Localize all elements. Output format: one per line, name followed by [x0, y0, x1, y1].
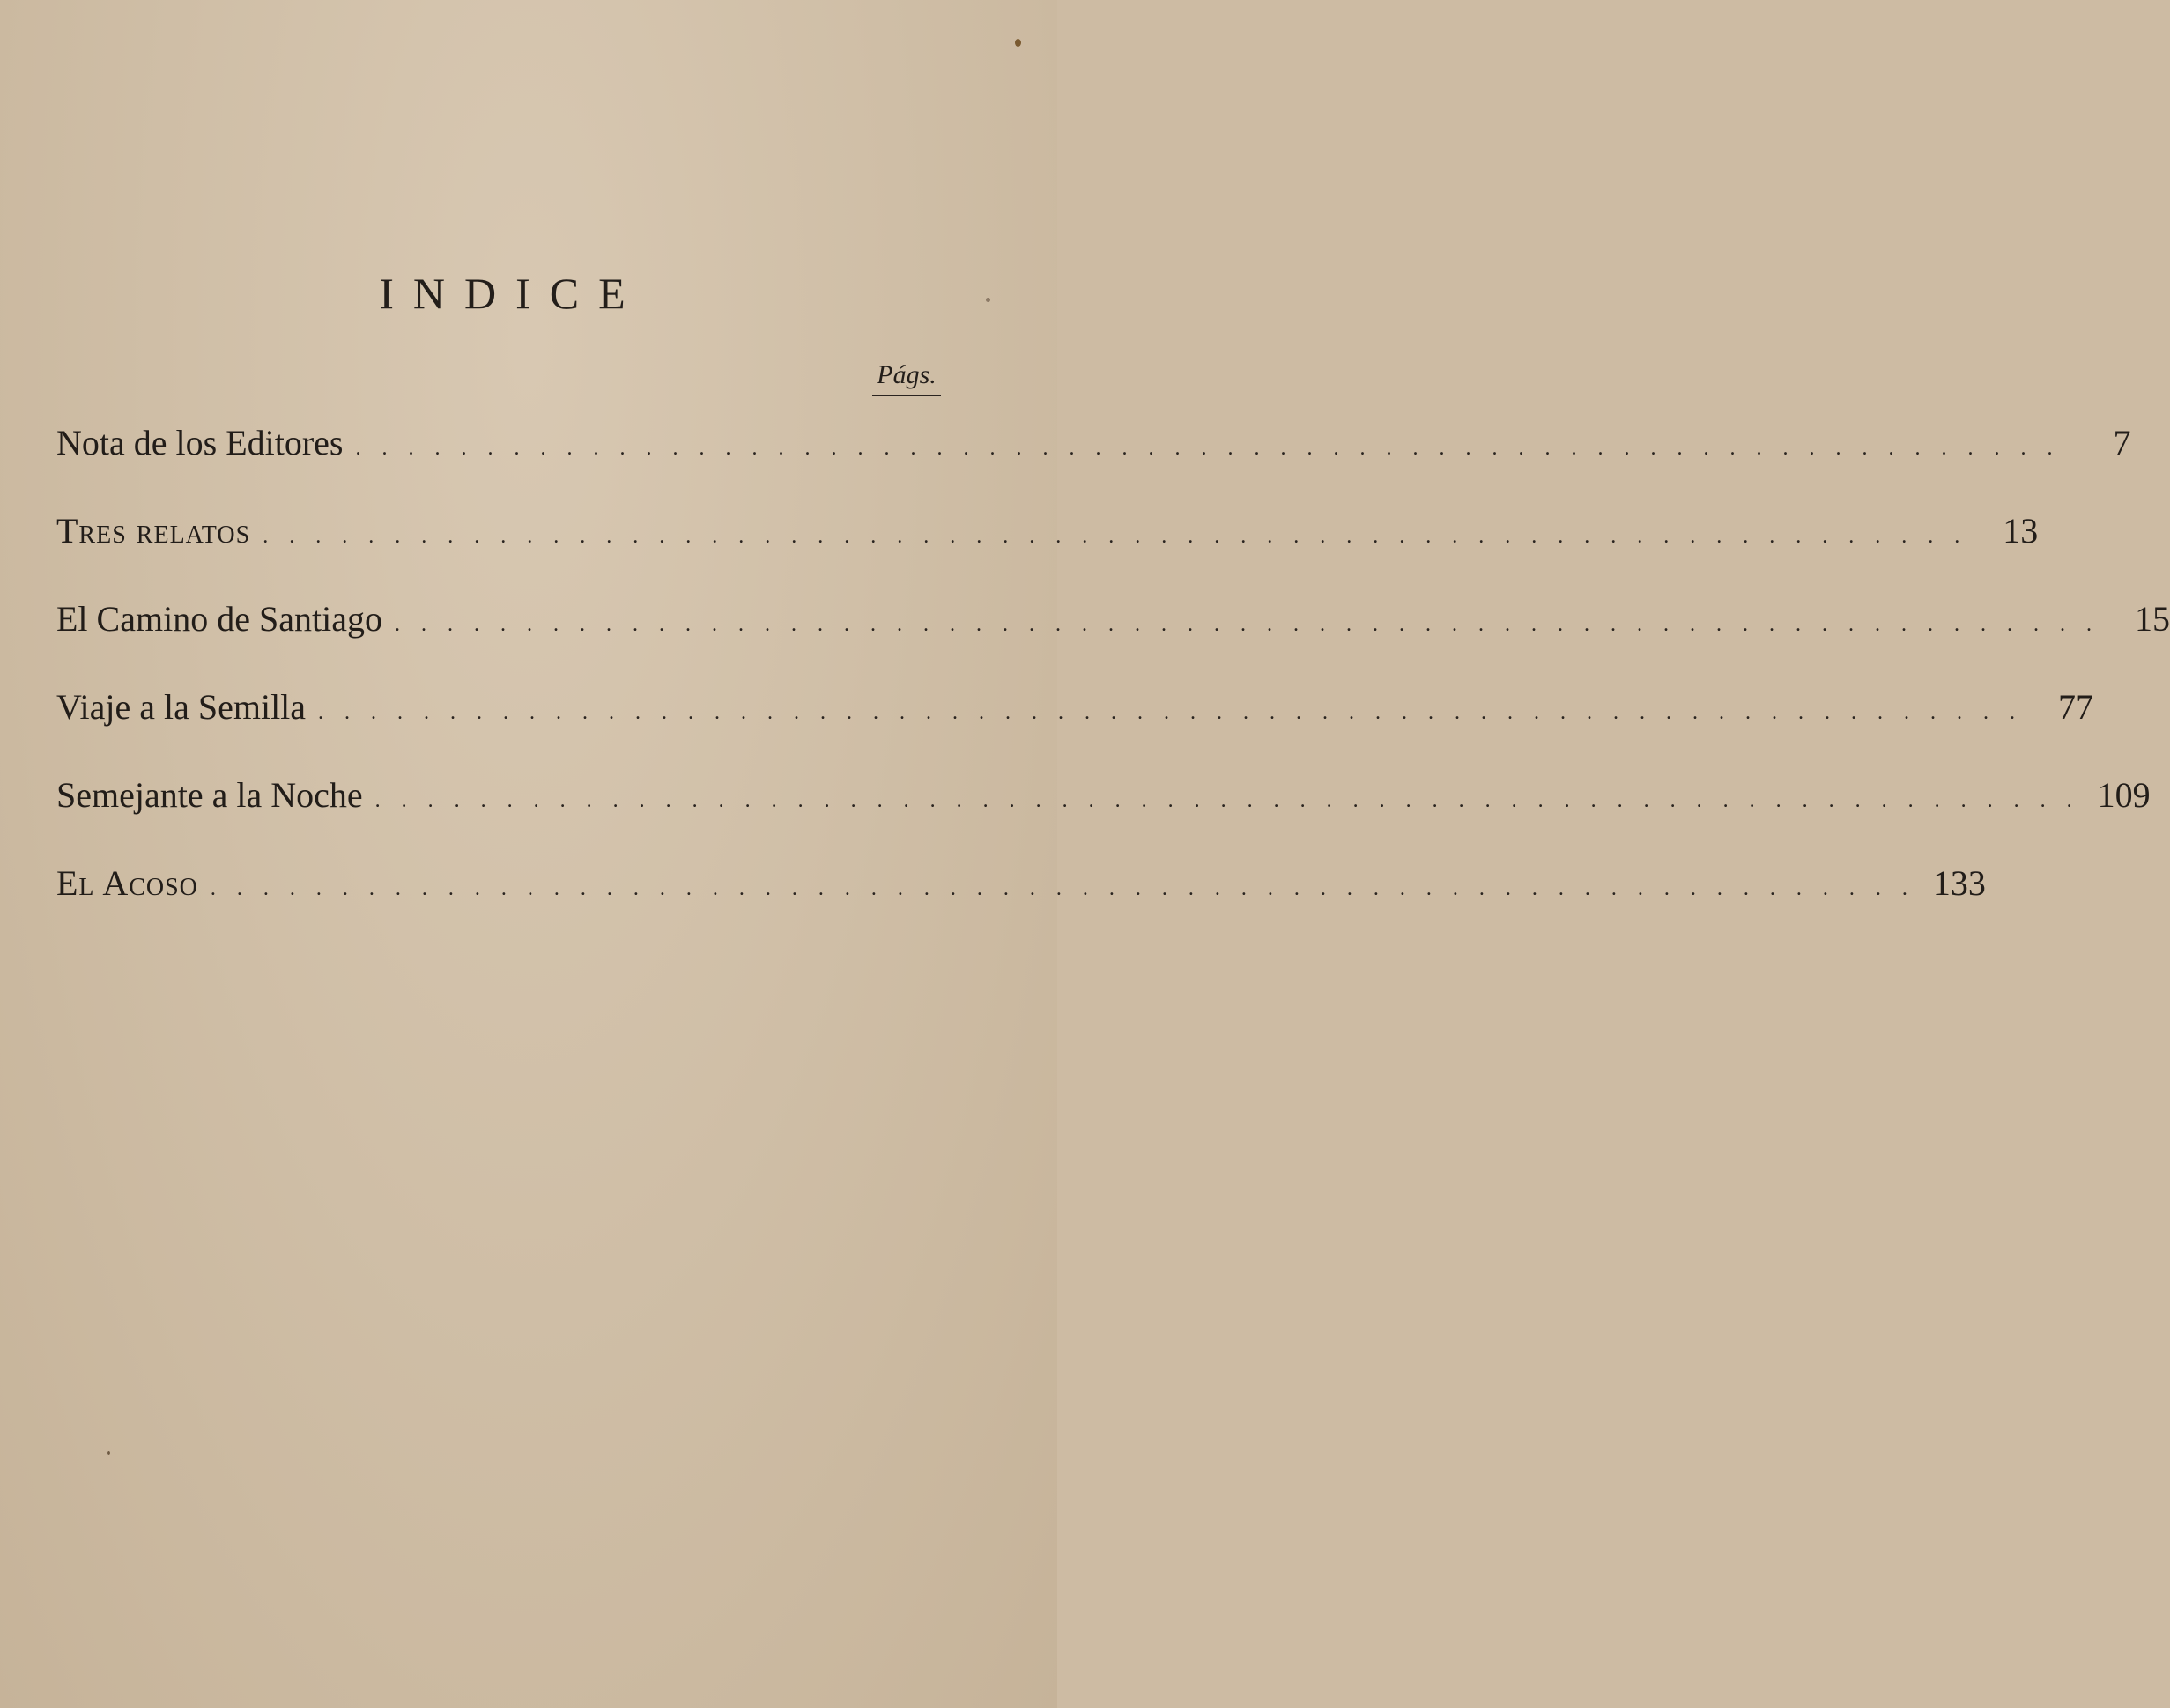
toc-entry-page-number: 7 [2113, 423, 2131, 462]
toc-entry-el-camino-de-santiago [56, 593, 2170, 681]
toc-entry-label: El Camino de Santiago [56, 599, 382, 639]
page-title: INDICE [379, 269, 645, 318]
dot-leader: . . . . . . . . . . . . . . . . . . . . . . . . . . . . . . . . . . . . . . . . . . . . . . . . . . . . . . . . . . . . . . . . . [374, 789, 2080, 812]
toc-entry-label: El Acoso [56, 863, 198, 903]
toc-entry-semejante-a-la-noche [56, 769, 2151, 857]
toc-entry-page-number: 15 [2134, 599, 2170, 639]
toc-entry-tres-relatos [56, 505, 2039, 593]
pages-column-header: Págs. [872, 359, 941, 396]
toc-entry-el-acoso [56, 857, 1986, 945]
toc-entry-page-number: 109 [2097, 775, 2151, 815]
paper-speck [1015, 39, 1021, 47]
dot-leader: . . . . . . . . . . . . . . . . . . . . . . . . . . . . . . . . . . . . . . . . . . . . . . . . . . . . . . . . . . . . . . . . . [318, 701, 2024, 724]
toc-entry-viaje-a-la-semilla [56, 681, 2094, 769]
dot-leader: . . . . . . . . . . . . . . . . . . . . . . . . . . . . . . . . . . . . . . . . . . . . . . . . . . . . . . . . . . . . . . . . . [210, 877, 1915, 900]
toc-entry-page-number: 133 [1932, 863, 1986, 903]
toc-entry-label: Tres relatos [56, 511, 251, 551]
dot-leader: . . . . . . . . . . . . . . . . . . . . . . . . . . . . . . . . . . . . . . . . . . . . . . . . . . . . . . . . . . . . . . . . . [355, 437, 2061, 460]
toc-entry-page-number: 13 [2003, 511, 2039, 551]
toc-entry-label: Nota de los Editores [56, 423, 344, 462]
dot-leader: . . . . . . . . . . . . . . . . . . . . . . . . . . . . . . . . . . . . . . . . . . . . . . . . . . . . . . . . . . . . . . . . . [263, 525, 1968, 548]
toc-entry-page-number: 77 [2058, 687, 2094, 727]
toc-entry-nota-de-los-editores [56, 417, 2131, 505]
toc-entry-label: Semejante a la Noche [56, 775, 363, 815]
paper-speck [107, 1451, 110, 1455]
dot-leader: . . . . . . . . . . . . . . . . . . . . . . . . . . . . . . . . . . . . . . . . . . . . . . . . . . . . . . . . . . . . . . . . . [394, 613, 2100, 636]
paper-speck [986, 298, 990, 302]
toc-entry-label: Viaje a la Semilla [56, 687, 307, 727]
table-of-contents [56, 417, 2170, 945]
